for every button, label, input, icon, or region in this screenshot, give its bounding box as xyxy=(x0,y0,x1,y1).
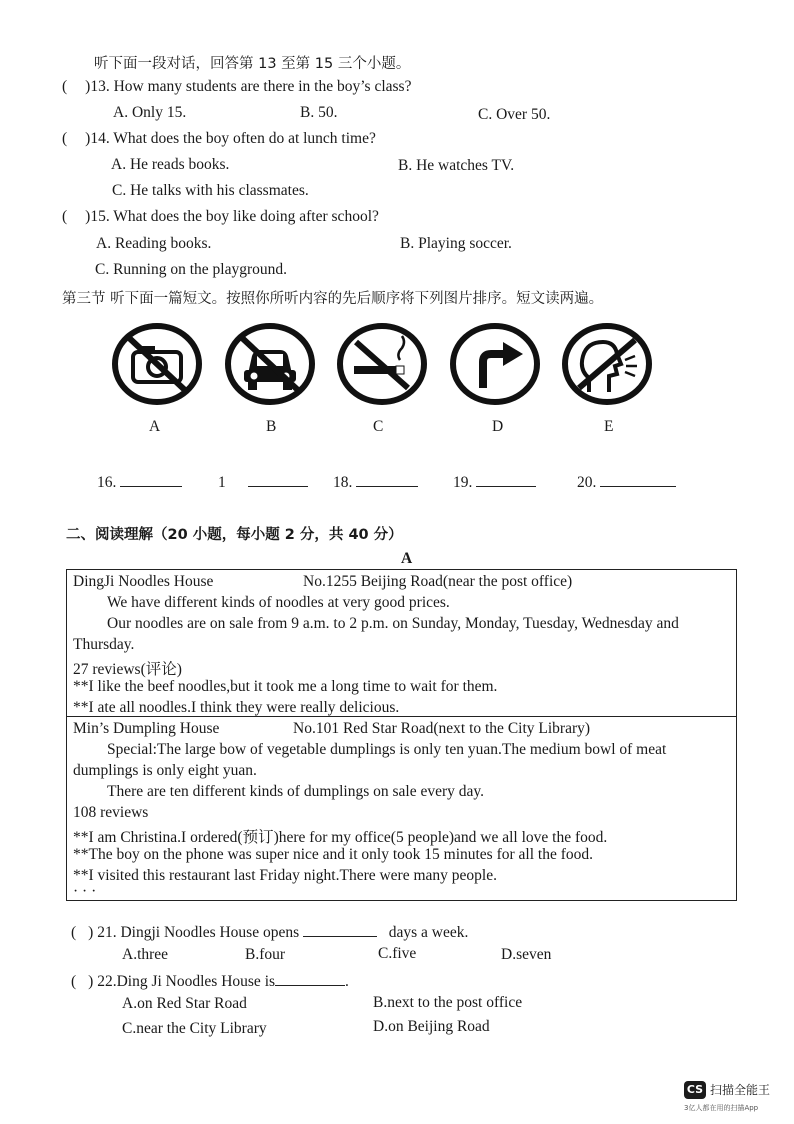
answer-20 xyxy=(577,472,676,492)
answer-number: 16. xyxy=(97,474,117,491)
q21-option-d: D.seven xyxy=(501,946,552,963)
ad1-address: No.1255 Beijing Road(near the post office) xyxy=(303,573,573,590)
answer-paren: ( xyxy=(62,130,68,147)
q13-option-c: C. Over 50. xyxy=(478,106,551,123)
scanner-watermark xyxy=(684,1079,784,1119)
answer-paren: ( xyxy=(62,78,68,95)
q22-option-a: A.on Red Star Road xyxy=(122,995,247,1012)
picture-label-c: C xyxy=(373,418,384,435)
ad1-line: We have different kinds of noodles at very good prices. xyxy=(107,594,450,611)
q14-option-b: B. He watches TV. xyxy=(398,157,515,174)
ad1-line: Thursday. xyxy=(73,636,135,653)
answer-blank[interactable] xyxy=(275,971,345,986)
question-text: ) 21. Dingji Noodles House opens xyxy=(88,924,300,941)
ad2-reviews-count: 108 reviews xyxy=(73,804,149,821)
answer-paren: ( xyxy=(62,208,68,225)
answer-blank[interactable] xyxy=(120,472,182,487)
answer-number: 18. xyxy=(333,474,353,491)
q22-option-b: B.next to the post office xyxy=(373,994,523,1011)
ad1-name: DingJi Noodles House xyxy=(73,573,214,590)
ad2-review: **I am Christina.I ordered(预订)here for my office(5 people)and we all love the food. xyxy=(73,829,608,846)
q21-option-a: A.three xyxy=(122,946,169,963)
question-14 xyxy=(62,130,376,148)
scanner-brand-name: 扫描全能王 xyxy=(710,1083,771,1097)
turn-right-icon xyxy=(449,322,541,406)
q21-option-c: C.five xyxy=(378,945,417,962)
ad1-reviews-count: 27 reviews(评论) xyxy=(73,661,182,678)
no-cars-icon xyxy=(224,322,316,406)
picture-label-e: E xyxy=(604,418,614,435)
question-text: )13. How many students are there in the boy’s class? xyxy=(85,78,412,95)
ad2-review: **I visited this restaurant last Friday night.There were many people. xyxy=(73,867,497,884)
q15-option-b: B. Playing soccer. xyxy=(400,235,512,252)
passage-label: A xyxy=(401,550,413,567)
answer-18 xyxy=(333,472,418,492)
question-21 xyxy=(71,922,468,942)
q14-option-c: C. He talks with his classmates. xyxy=(112,182,309,199)
q22-option-d: D.on Beijing Road xyxy=(373,1018,490,1035)
no-camera-icon xyxy=(111,322,203,406)
answer-number: 19. xyxy=(453,474,473,491)
ad-mins-dumpling xyxy=(66,716,737,901)
q21-option-b: B.four xyxy=(245,946,286,963)
ad1-review: **I ate all noodles.I think they were really delicious. xyxy=(73,699,400,716)
answer-19 xyxy=(453,472,536,492)
picture-label-d: D xyxy=(492,418,504,435)
answer-number: 20. xyxy=(577,474,597,491)
answer-blank[interactable] xyxy=(600,472,676,487)
answer-17 xyxy=(218,472,308,492)
picture-label-a: A xyxy=(149,418,161,435)
question-15 xyxy=(62,208,379,226)
reading-title: 二、阅读理解（20 小题，每小题 2 分，共 40 分） xyxy=(66,527,403,543)
no-loud-talking-icon xyxy=(561,322,653,406)
answer-16 xyxy=(97,472,182,492)
q13-option-a: A. Only 15. xyxy=(113,104,187,121)
question-13 xyxy=(62,78,411,96)
answer-paren: ( xyxy=(71,973,77,990)
scanner-logo: CS xyxy=(684,1081,706,1099)
q15-option-a: A. Reading books. xyxy=(96,235,212,252)
ad1-line: Our noodles are on sale from 9 a.m. to 2 p.m. on Sunday, Monday, Tuesday, Wednesday and xyxy=(107,615,679,632)
question-22 xyxy=(71,971,349,991)
q14-option-a: A. He reads books. xyxy=(111,156,230,173)
listening-intro: 听下面一段对话，回答第 13 至第 15 三个小题。 xyxy=(94,56,411,72)
ad2-line: There are ten different kinds of dumplings on sale every day. xyxy=(107,783,485,800)
no-smoking-icon xyxy=(336,322,428,406)
answer-number: 1 xyxy=(218,474,226,491)
answer-paren: ( xyxy=(71,924,77,941)
ad2-address: No.101 Red Star Road(next to the City Library) xyxy=(293,720,591,737)
question-tail: . xyxy=(345,973,349,990)
answer-blank[interactable] xyxy=(356,472,418,487)
q13-option-b: B. 50. xyxy=(300,104,338,121)
ad2-name: Min’s Dumpling House xyxy=(73,720,220,737)
q22-option-c: C.near the City Library xyxy=(122,1020,267,1037)
q15-option-c: C. Running on the playground. xyxy=(95,261,288,278)
ad1-review: **I like the beef noodles,but it took me a long time to wait for them. xyxy=(73,678,498,695)
question-tail: days a week. xyxy=(388,924,469,941)
picture-label-b: B xyxy=(266,418,277,435)
question-text: ) 22.Ding Ji Noodles House is xyxy=(88,973,276,990)
question-text: )14. What does the boy often do at lunch time? xyxy=(85,130,376,147)
question-text: )15. What does the boy like doing after school? xyxy=(85,208,379,225)
scanner-tagline: 3亿人都在用的扫描App xyxy=(684,1104,759,1112)
ad2-line: Special:The large bow of vegetable dumplings is only ten yuan.The medium bowl of meat xyxy=(107,741,667,758)
ad2-line: dumplings is only eight yuan. xyxy=(73,762,257,779)
answer-blank[interactable] xyxy=(476,472,536,487)
answer-blank[interactable] xyxy=(248,472,308,487)
section3-title: 第三节 听下面一篇短文。按照你所听内容的先后顺序将下列图片排序。短文读两遍。 xyxy=(62,291,604,307)
ad2-ellipsis: · · · xyxy=(73,883,97,900)
ad-dingji-noodles xyxy=(66,569,737,717)
ad2-review: **The boy on the phone was super nice and it only took 15 minutes for all the food. xyxy=(73,846,594,863)
answer-blank[interactable] xyxy=(303,922,377,937)
